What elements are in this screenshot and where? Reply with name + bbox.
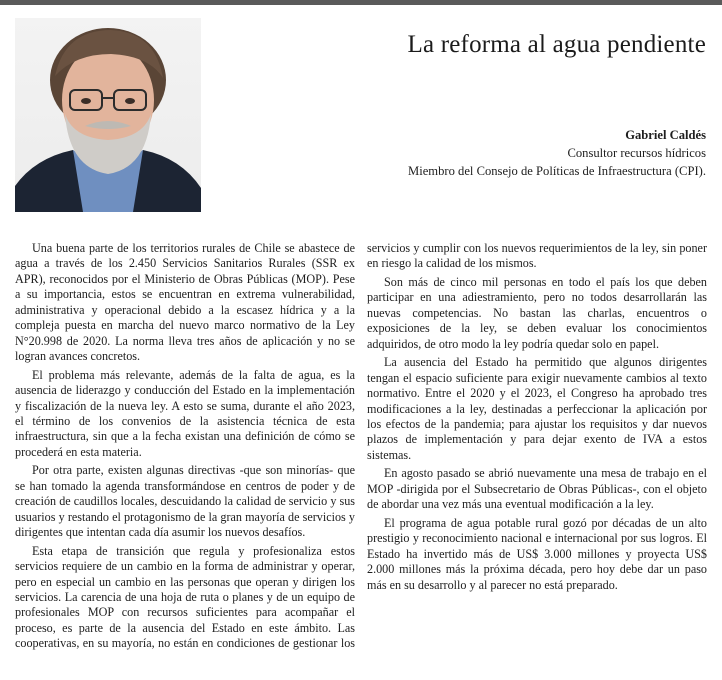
paragraph: Por otra parte, existen algunas directivas -que son minorías- que se han tomado la agenda transformándose en centros de poder y de creación de caudillos locales, descuidando la calidad de servicio y sus usuarios y restando el protagonismo de la gran mayoría de servicios y dirigentes que intentan cada día asumir los nuevos desafíos. <box>15 463 355 540</box>
article-title: La reforma al agua pendiente <box>407 31 706 58</box>
paragraph: La ausencia del Estado ha permitido que algunos dirigentes tengan el espacio suficiente para exigir nuevamente cambios al texto normativo. Entre el 2020 y el 2023, el Congreso ha aprobado tres modificaciones a la ley, destinadas a perfeccionar la aplicación por los efectos de la pandemia; para ajustar los requisitos y dar nuevos plazos de implementación y para dejar exento de IVA a estos sistemas. <box>367 355 707 462</box>
paragraph: El programa de agua potable rural gozó por décadas de un alto prestigio y reconocimiento nacional e internacional por sus logros. El Estado ha invertido más de US$ 3.000 millones y proyecta US$ 2.000 millones más la próxima década, pero hoy debe dar un paso más en su desarrollo y al parecer no está preparado. <box>367 515 707 592</box>
top-rule <box>0 0 722 5</box>
author-byline <box>408 126 706 180</box>
author-affiliation: Miembro del Consejo de Políticas de Infraestructura (CPI). <box>408 164 706 178</box>
paragraph: El problema más relevante, además de la falta de agua, es la ausencia de liderazgo y conducción del Estado en la implementación y fiscalización de la nueva ley. A esto se suma, durante el año 2023, el término de los convenios de la asistencia técnica de esta infraestructura, sin que a la fecha existan una definición de cómo se procederá en esta materia. <box>15 367 355 459</box>
paragraph: Esta etapa de transición que regula y profesionaliza estos servicios requiere de un cambio en la forma de administrar y operar, pero en especial un cambio en las personas que operan y dirigen los servicios. La carencia de una hoja de ruta o planes y de un equipo de profesionales MOP con recursos suficientes para acompañar el proceso, es parte de la ausencia del Estado en este ámbito. Las cooperativas, en su mayoría, no están en condiciones de gestionar los servicios y cumplir con los nuevos requerimientos de la ley, sin poner en riesgo la calidad de los mismos. <box>15 241 707 651</box>
paragraph: Una buena parte de los territorios rurales de Chile se abastece de agua a través de los 2.450 Servicios Sanitarios Rurales (SSR ex APR), reconocidos por el Ministerio de Obras Públicas (MOP). Pese a su importancia, estos se encuentran en extrema vulnerabilidad, administrativa y operacional debido a la escasez hídrica y a la compleja puesta en marcha del nuevo marco normativo de la Ley N°20.998 de 2020. La norma lleva tres años de aplicación y no se logran avances concretos. <box>15 241 355 364</box>
article-body <box>15 241 707 671</box>
paragraph: En agosto pasado se abrió nuevamente una mesa de trabajo en el MOP -dirigida por el Subsecretario de Obras Públicas-, con el objeto de abordar una vez más una eventual modificación a la ley. <box>367 466 707 512</box>
author-role: Consultor recursos hídricos <box>567 146 706 160</box>
author-photo <box>15 18 201 212</box>
paragraph: Son más de cinco mil personas en todo el país los que deben participar en una adiestramiento, pero no todos desarrollarán las nuevas competencias. No bastan las charlas, encuentros o exposiciones de la ley, se deben evaluar los conocimientos adquiridos, de otro modo la ley podría quedar solo en papel. <box>367 274 707 351</box>
author-name: Gabriel Caldés <box>625 128 706 142</box>
